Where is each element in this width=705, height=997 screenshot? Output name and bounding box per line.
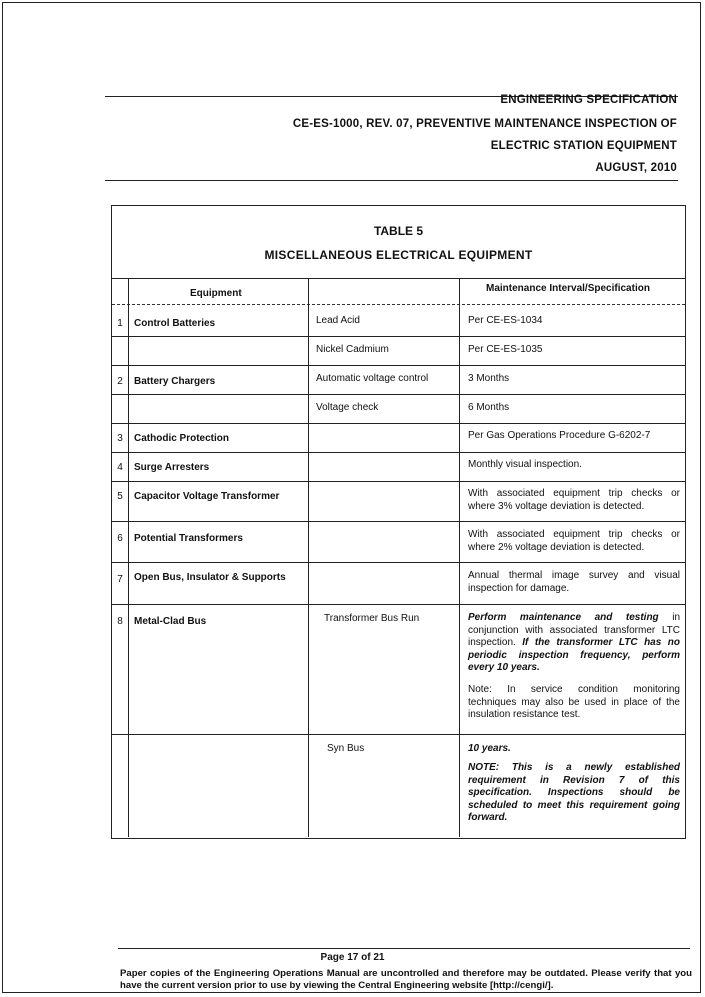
equipment-name: Open Bus, Insulator & Supports bbox=[134, 572, 286, 583]
row-divider bbox=[112, 394, 685, 395]
page-number: Page 17 of 21 bbox=[320, 952, 385, 963]
header-rule bbox=[105, 180, 678, 181]
equipment-name: Metal-Clad Bus bbox=[134, 616, 207, 627]
column-divider bbox=[308, 278, 309, 837]
equipment-name: Surge Arresters bbox=[134, 462, 210, 473]
row-number: 5 bbox=[117, 491, 123, 502]
row-number: 3 bbox=[117, 433, 123, 444]
row-divider bbox=[112, 423, 685, 424]
interval-spec: With associated equipment trip checks or where 3% voltage deviation is detected. bbox=[468, 488, 680, 512]
equipment-type: Lead Acid bbox=[316, 315, 360, 326]
spec-emphasis: If the transformer LTC has no periodic inspection frequency, perform every 10 years. bbox=[468, 637, 680, 673]
spec-note: Note: In service condition monitoring techniques may also be used in place of the insulation resistance test. bbox=[468, 684, 680, 720]
row-number: 1 bbox=[117, 318, 123, 329]
column-header-equipment: Equipment bbox=[190, 288, 242, 299]
spec-emphasis: Perform maintenance and testing bbox=[468, 612, 659, 623]
interval-spec: 6 Months bbox=[468, 402, 510, 413]
row-divider bbox=[112, 562, 685, 563]
interval-spec: Per CE-ES-1035 bbox=[468, 344, 543, 355]
row-divider bbox=[112, 604, 685, 605]
interval-spec: Annual thermal image survey and visual inspection for damage. bbox=[468, 570, 680, 594]
row-divider bbox=[112, 452, 685, 453]
row-divider bbox=[112, 481, 685, 482]
equipment-name: Cathodic Protection bbox=[134, 433, 230, 444]
equipment-type: Automatic voltage control bbox=[316, 373, 429, 384]
maintenance-table bbox=[111, 205, 686, 839]
table-caption bbox=[112, 206, 685, 279]
row-divider bbox=[112, 734, 685, 735]
equipment-type: Transformer Bus Run bbox=[324, 613, 420, 624]
header-spec-title: ENGINEERING SPECIFICATION bbox=[500, 94, 677, 106]
row-number: 7 bbox=[117, 574, 123, 585]
row-number: 4 bbox=[117, 462, 123, 473]
equipment-type: Syn Bus bbox=[327, 743, 365, 754]
equipment-type: Voltage check bbox=[316, 402, 379, 413]
column-divider bbox=[459, 278, 460, 837]
spec-note: NOTE: This is a newly established requirement in Revision 7 of this specification. Inspections should be scheduled to meet this requirement going forward. bbox=[468, 762, 680, 823]
equipment-name: Battery Chargers bbox=[134, 376, 216, 387]
row-divider bbox=[112, 336, 685, 337]
row-number: 6 bbox=[117, 533, 123, 544]
column-divider bbox=[128, 278, 129, 837]
column-header-interval: Maintenance Interval/Specification bbox=[486, 283, 650, 294]
interval-spec: 10 years. bbox=[468, 743, 511, 754]
table-subtitle: MISCELLANEOUS ELECTRICAL EQUIPMENT bbox=[264, 248, 533, 262]
interval-spec bbox=[468, 612, 680, 675]
equipment-name: Control Batteries bbox=[134, 318, 216, 329]
row-number: 2 bbox=[117, 376, 123, 387]
header-doc-id: CE-ES-1000, REV. 07, PREVENTIVE MAINTENANCE INSPECTION OF bbox=[292, 118, 677, 130]
row-divider bbox=[112, 365, 685, 366]
row-divider bbox=[112, 304, 685, 305]
equipment-type: Nickel Cadmium bbox=[316, 344, 389, 355]
spec-text: in conjunction with associated transformer LTC inspection. bbox=[468, 612, 680, 648]
row-divider bbox=[112, 521, 685, 522]
interval-spec: With associated equipment trip checks or where 2% voltage deviation is detected. bbox=[468, 529, 680, 553]
table-title: TABLE 5 bbox=[373, 224, 424, 238]
interval-spec: Monthly visual inspection. bbox=[468, 459, 582, 470]
footer-rule bbox=[118, 948, 690, 949]
equipment-name: Potential Transformers bbox=[134, 533, 243, 544]
row-number: 8 bbox=[117, 616, 123, 627]
header-date: AUGUST, 2010 bbox=[595, 162, 677, 174]
header-doc-subject: ELECTRIC STATION EQUIPMENT bbox=[490, 140, 677, 152]
interval-spec: 3 Months bbox=[468, 373, 510, 384]
footer-disclaimer: Paper copies of the Engineering Operations Manual are uncontrolled and therefore may be outdated. Please verify that you have the current version prior to use by viewing the Central Engineering website [http://cengi/]. bbox=[120, 968, 692, 991]
interval-spec: Per Gas Operations Procedure G-6202-7 bbox=[468, 430, 651, 441]
interval-spec: Per CE-ES-1034 bbox=[468, 315, 543, 326]
equipment-name: Capacitor Voltage Transformer bbox=[134, 491, 280, 502]
